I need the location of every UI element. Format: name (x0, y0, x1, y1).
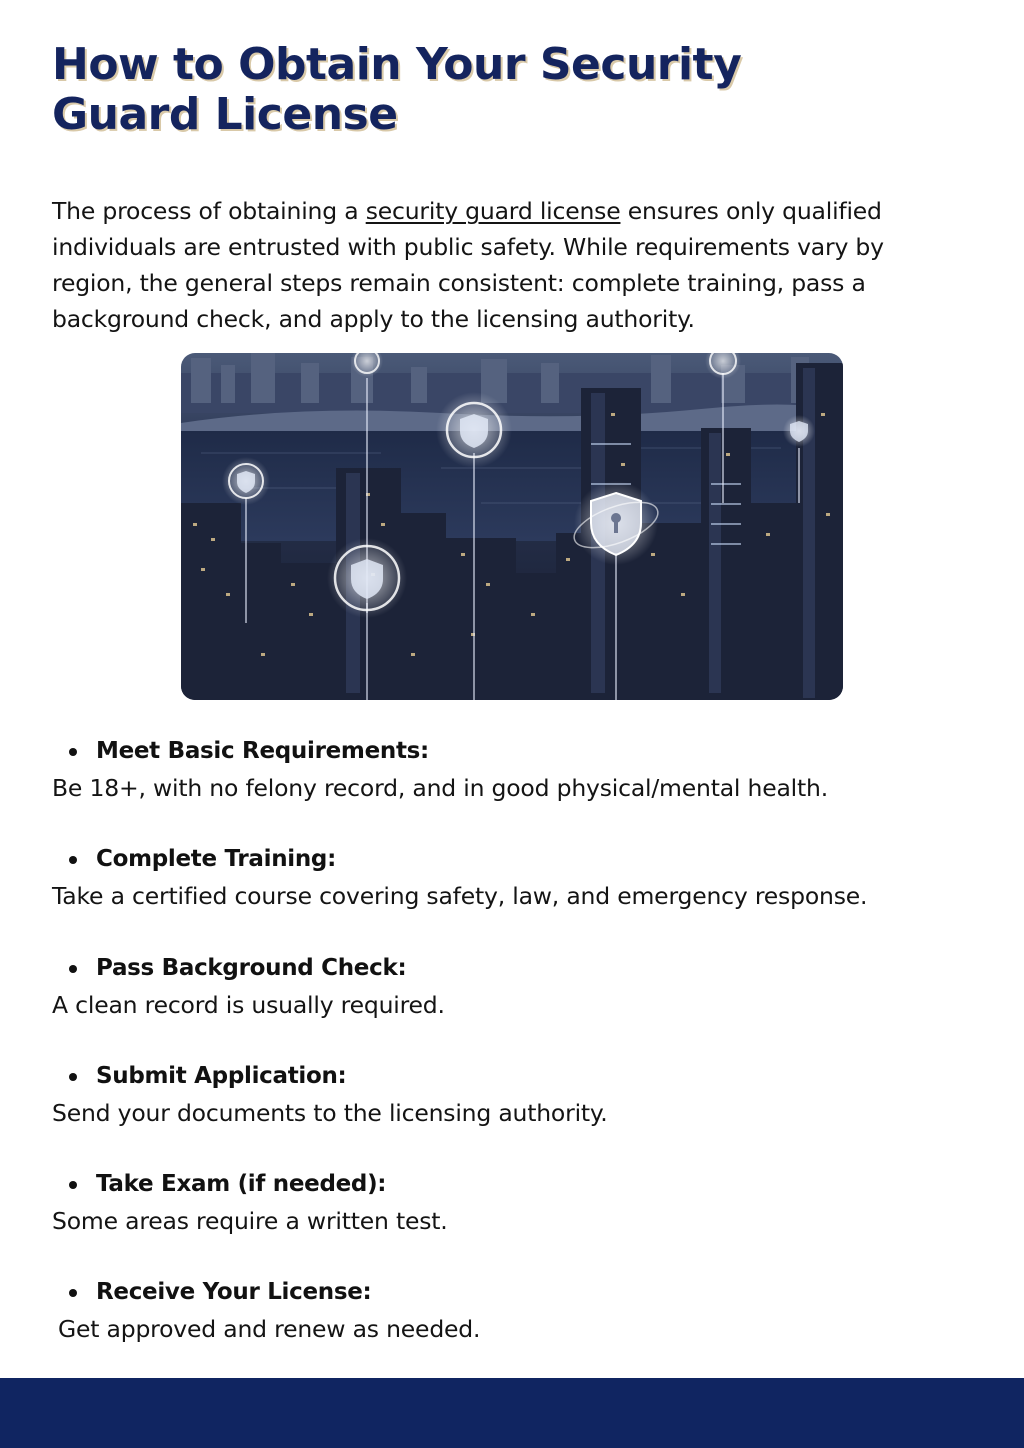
shield-icon (222, 457, 270, 505)
step-description: Get approved and renew as needed. (58, 1315, 481, 1344)
step-heading (52, 1273, 982, 1311)
shield-icon (783, 415, 815, 447)
step-heading (52, 1057, 982, 1095)
step-description: Some areas require a written test. (52, 1207, 448, 1236)
step-description: Send your documents to the licensing authority. (52, 1098, 608, 1127)
step-heading-text: Pass Background Check: (96, 954, 407, 981)
bullet-icon (69, 965, 77, 973)
step-heading-text: Take Exam (if needed): (96, 1171, 387, 1198)
page-title-line-2: Guard License (52, 89, 398, 140)
shield-icon (327, 538, 407, 618)
steps-list (52, 732, 982, 1382)
footer-band (0, 1378, 1024, 1448)
step-heading (52, 840, 982, 878)
step-heading-text: Submit Application: (96, 1062, 347, 1089)
bullet-icon (69, 748, 77, 756)
list-item (52, 1165, 982, 1273)
step-heading-text: Meet Basic Requirements: (96, 738, 429, 764)
step-heading (52, 732, 982, 770)
intro-paragraph (52, 193, 967, 337)
intro-text-before: The process of obtaining a (52, 197, 366, 225)
list-item (52, 1273, 982, 1381)
step-description: Take a certified course covering safety, law, and emergency response. (52, 882, 868, 911)
security-guard-license-link[interactable]: security guard license (365, 197, 621, 225)
intro-text-after: ensures only qualified individuals are entrusted with public safety. While requirements vary by region, the general steps remain consistent: complete training, pass a background check, and apply to the licensing authority. (52, 197, 884, 333)
step-heading-text: Complete Training: (96, 846, 336, 873)
page-title-line-1: How to Obtain Your Security (52, 39, 742, 90)
step-heading (52, 949, 982, 987)
step-description: A clean record is usually required. (52, 990, 445, 1019)
bullet-icon (69, 1073, 77, 1081)
step-heading-text: Receive Your License: (96, 1279, 372, 1306)
page-title (52, 40, 952, 140)
hero-image-city-security (181, 353, 843, 700)
step-heading (52, 1165, 982, 1203)
bullet-icon (69, 856, 77, 864)
shield-icon (436, 392, 512, 468)
list-item (52, 732, 982, 840)
step-description: Be 18+, with no felony record, and in good physical/mental health. (52, 774, 828, 802)
list-item (52, 840, 982, 948)
bullet-icon (69, 1289, 77, 1297)
list-item (52, 1057, 982, 1165)
list-item (52, 949, 982, 1057)
bullet-icon (69, 1181, 77, 1189)
